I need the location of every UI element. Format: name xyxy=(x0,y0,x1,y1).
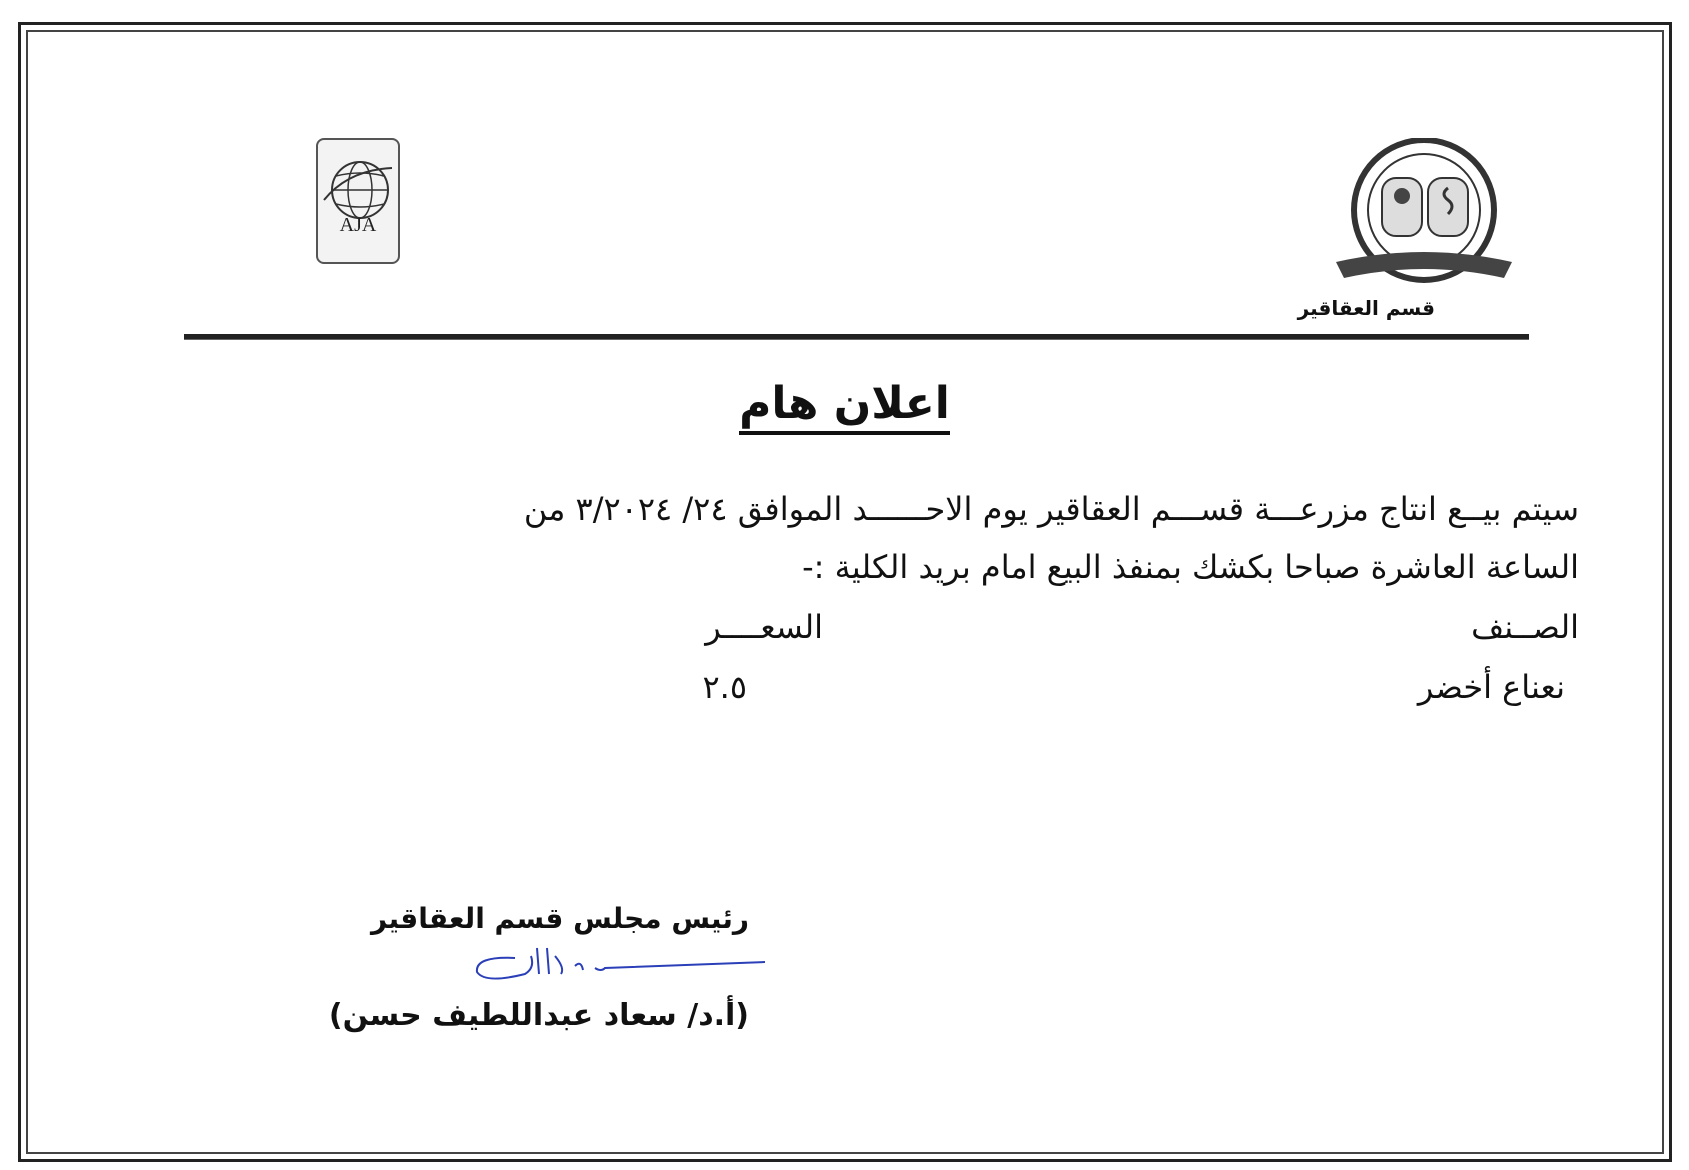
signatory-title: رئيس مجلس قسم العقاقير xyxy=(371,902,749,935)
table-row-price: ٢.٥ xyxy=(702,668,747,706)
table-row-item: نعناع أخضر xyxy=(1417,668,1565,706)
handwritten-signature xyxy=(465,938,765,988)
body-line-2: الساعة العاشرة صباحا بكشك بمنفذ البيع امام بريد الكلية :- xyxy=(802,548,1579,586)
faculty-seal-logo xyxy=(1332,138,1516,298)
globe-icon xyxy=(318,140,398,262)
signatory-name: (أ.د/ سعاد عبداللطيف حسن) xyxy=(328,998,749,1033)
department-name: قسم العقاقير xyxy=(1297,296,1435,320)
table-header-price: السعــــر xyxy=(705,608,823,646)
aja-logo-text: AJA xyxy=(339,214,377,236)
aja-logo xyxy=(316,138,400,264)
announcement-title-text: اعلان هام xyxy=(739,378,950,435)
table-header-item: الصــنف xyxy=(1471,608,1579,646)
body-line-1: سيتم بيــع انتاج مزرعـــة قســـم العقاقير يوم الاحــــــد الموافق ٢٤/ ٣/٢٠٢٤ من xyxy=(523,490,1579,528)
announcement-title xyxy=(0,378,1689,429)
header-divider xyxy=(184,334,1529,340)
